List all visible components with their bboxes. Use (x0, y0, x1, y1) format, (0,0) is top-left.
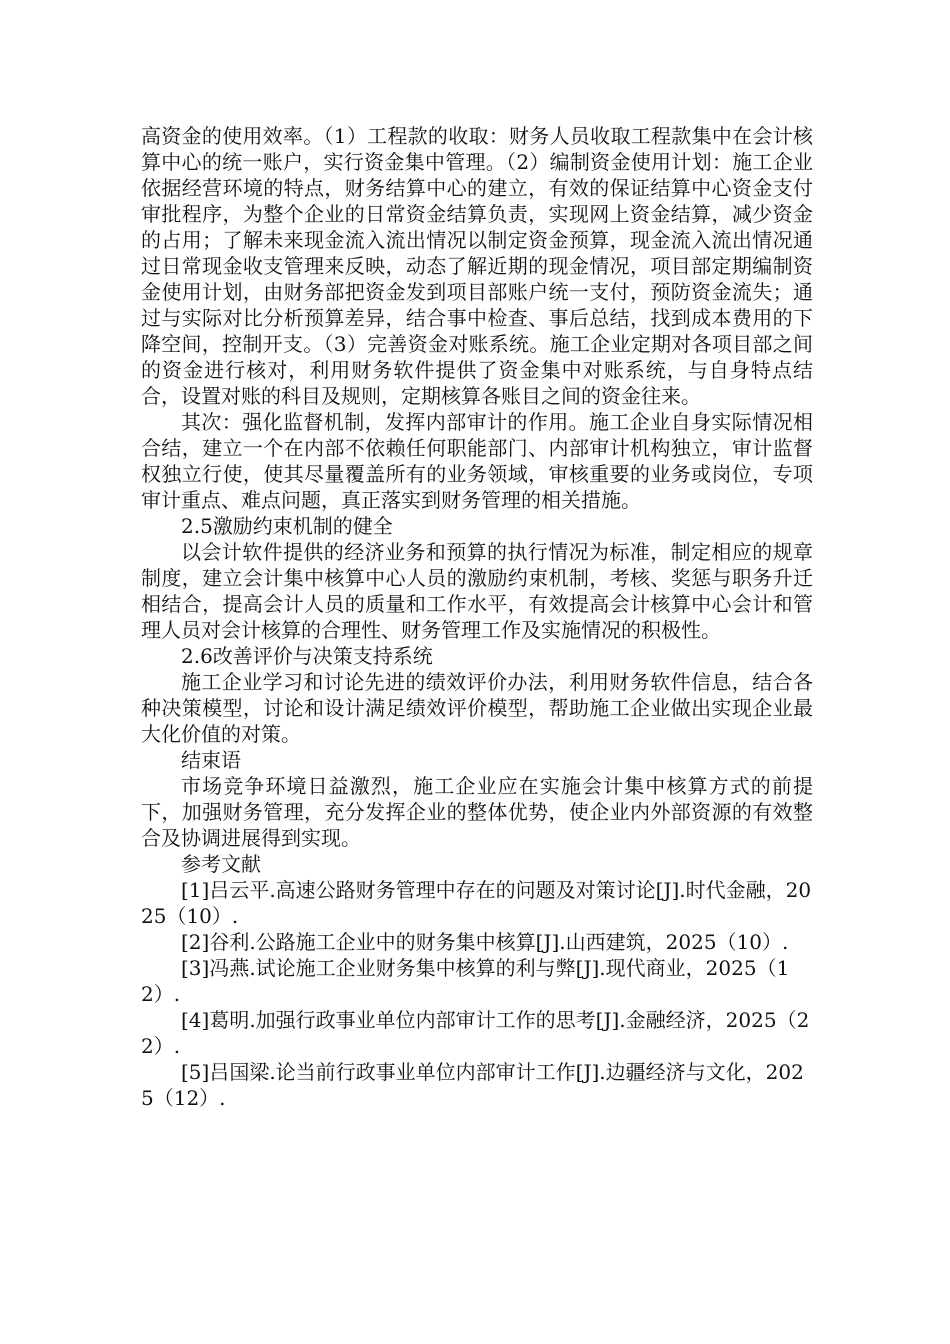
paragraph-conclusion: 市场竞争环境日益激烈，施工企业应在实施会计集中核算方式的前提下，加强财务管理，充分发挥企业的整体优势，使企业内外部资源的有效整合及协调进展得到实现。 (141, 774, 813, 850)
section-heading-2-6: 2.6改善评价与决策支持系统 (181, 644, 433, 668)
reference-item: [4]葛明.加强行政事业单位内部审计工作的思考[J].金融经济，2025（22）. (141, 1008, 810, 1058)
reference-item: [2]谷利.公路施工企业中的财务集中核算[J].山西建筑，2025（10）. (181, 930, 789, 954)
reference-item: [3]冯燕.试论施工企业财务集中核算的利与弊[J].现代商业，2025（12）. (141, 956, 790, 1006)
paragraph-incentive: 以会计软件提供的经济业务和预算的执行情况为标准，制定相应的规章制度，建立会计集中核算中心人员的激励约束机制，考核、奖惩与职务升迁相结合，提高会计人员的质量和工作水平，有效提高会计核算中心会计和管理人员对会计核算的合理性、财务管理工作及实施情况的积极性。 (141, 540, 813, 642)
document-body (141, 123, 813, 1111)
paragraph-supervision: 其次：强化监督机制，发挥内部审计的作用。施工企业自身实际情况相合结，建立一个在内部不依赖任何职能部门、内部审计机构独立，审计监督权独立行使，使其尽量覆盖所有的业务领域，审核重要的业务或岗位，专项审计重点、难点问题，真正落实到财务管理的相关措施。 (141, 410, 813, 512)
paragraph-funds-management: 高资金的使用效率。（1）工程款的收取：财务人员收取工程款集中在会计核算中心的统一账户，实行资金集中管理。（2）编制资金使用计划：施工企业依据经营环境的特点，财务结算中心的建立，有效的保证结算中心资金支付审批程序，为整个企业的日常资金结算负责，实现网上资金结算，减少资金的占用；了解未来现金流入流出情况以制定资金预算，现金流入流出情况通过日常现金收支管理来反映，动态了解近期的现金情况，项目部定期编制资金使用计划，由财务部把资金发到项目部账户统一支付，预防资金流失；通过与实际对比分析预算差异，结合事中检查、事后总结，找到成本费用的下降空间，控制开支。（3）完善资金对账系统。施工企业定期对各项目部之间的资金进行核对，利用财务软件提供了资金集中对账系统，与自身特点结合，设置对账的科目及规则，定期核算各账目之间的资金往来。 (141, 124, 813, 408)
conclusion-heading: 结束语 (181, 748, 241, 772)
paragraph-evaluation: 施工企业学习和讨论先进的绩效评价办法，利用财务软件信息，结合各种决策模型，讨论和设计满足绩效评价模型，帮助施工企业做出实现企业最大化价值的对策。 (141, 670, 813, 746)
reference-item: [5]吕国梁.论当前行政事业单位内部审计工作[J].边疆经济与文化，2025（12）. (141, 1060, 804, 1110)
section-heading-2-5: 2.5激励约束机制的健全 (181, 514, 393, 538)
reference-item: [1]吕云平.高速公路财务管理中存在的问题及对策讨论[J].时代金融，2025（10）. (141, 878, 812, 928)
references-heading: 参考文献 (181, 852, 261, 876)
